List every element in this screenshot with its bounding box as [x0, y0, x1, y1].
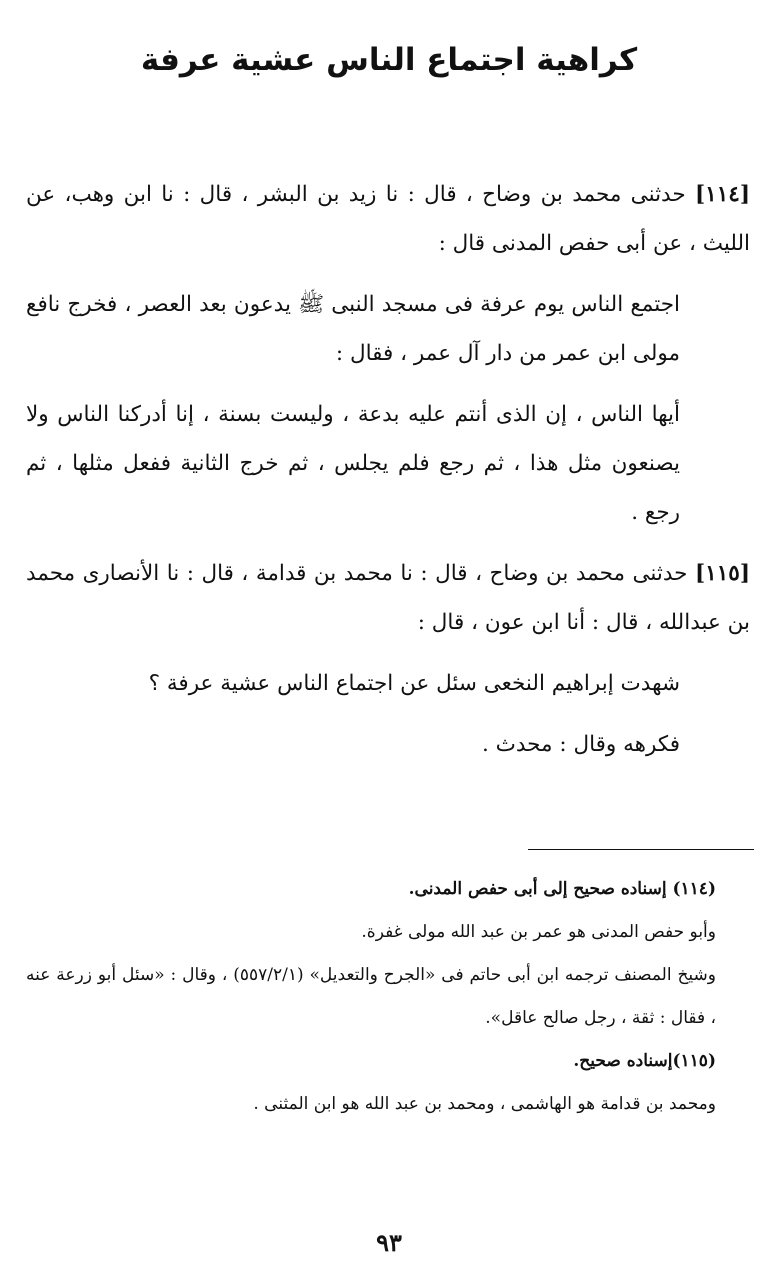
footnotes	[26, 868, 746, 1126]
chapter-title: كراهية اجتماع الناس عشية عرفة	[140, 42, 638, 78]
main-text	[26, 170, 750, 769]
narration-text: حدثنى محمد بن وضاح ، قال : نا محمد بن قدامة ، قال : نا الأنصارى محمد بن عبدالله ، قال : أنا ابن عون ، قال :	[26, 561, 750, 635]
footnote-line: وشيخ المصنف ترجمه ابن أبى حاتم فى «الجرح والتعديل» (٥٥٧/٢/١) ، وقال : «سئل أبو زرعة عنه ، فقال : ثقة ، رجل صالح عاقل».	[26, 965, 716, 1028]
footnote-line: وأبو حفص المدنى هو عمر بن عبد الله مولى غفرة.	[361, 922, 716, 942]
narration-text: حدثنى محمد بن وضاح ، قال : نا زيد بن البشر ، قال : نا ابن وهب، عن الليث ، عن أبى حفص المدنى قال :	[26, 182, 750, 256]
narration-114	[26, 170, 750, 268]
paragraph: اجتمع الناس يوم عرفة فى مسجد النبى ﷺ يدعون بعد العصر ، فخرج نافع مولى ابن عمر من دار آل عمر ، فقال :	[26, 292, 680, 366]
footnote-line: ومحمد بن قدامة هو الهاشمى ، ومحمد بن عبد الله هو ابن المثنى .	[253, 1094, 716, 1114]
narration-number: [١١٥]	[694, 561, 750, 586]
narration-number: [١١٤]	[694, 182, 750, 207]
footnote-heading: (١١٥)إسناده صحيح.	[573, 1051, 716, 1071]
paragraph: شهدت إبراهيم النخعى سئل عن اجتماع الناس عشية عرفة ؟	[148, 671, 680, 696]
paragraph: فكرهه وقال : محدث .	[481, 732, 680, 757]
paragraph: أيها الناس ، إن الذى أنتم عليه بدعة ، وليست بسنة ، إنا أدركنا الناس ولا يصنعون مثل هذا ، ثم رجع فلم يجلس ، ثم خرج الثانية ففعل مثلها ، ثم رجع .	[26, 402, 680, 525]
footnote-heading: (١١٤) إسناده صحيح إلى أبى حفص المدنى.	[408, 879, 716, 899]
narration-115	[26, 549, 750, 647]
page-number: ٩٣	[376, 1228, 402, 1257]
footnote-separator	[528, 849, 754, 850]
